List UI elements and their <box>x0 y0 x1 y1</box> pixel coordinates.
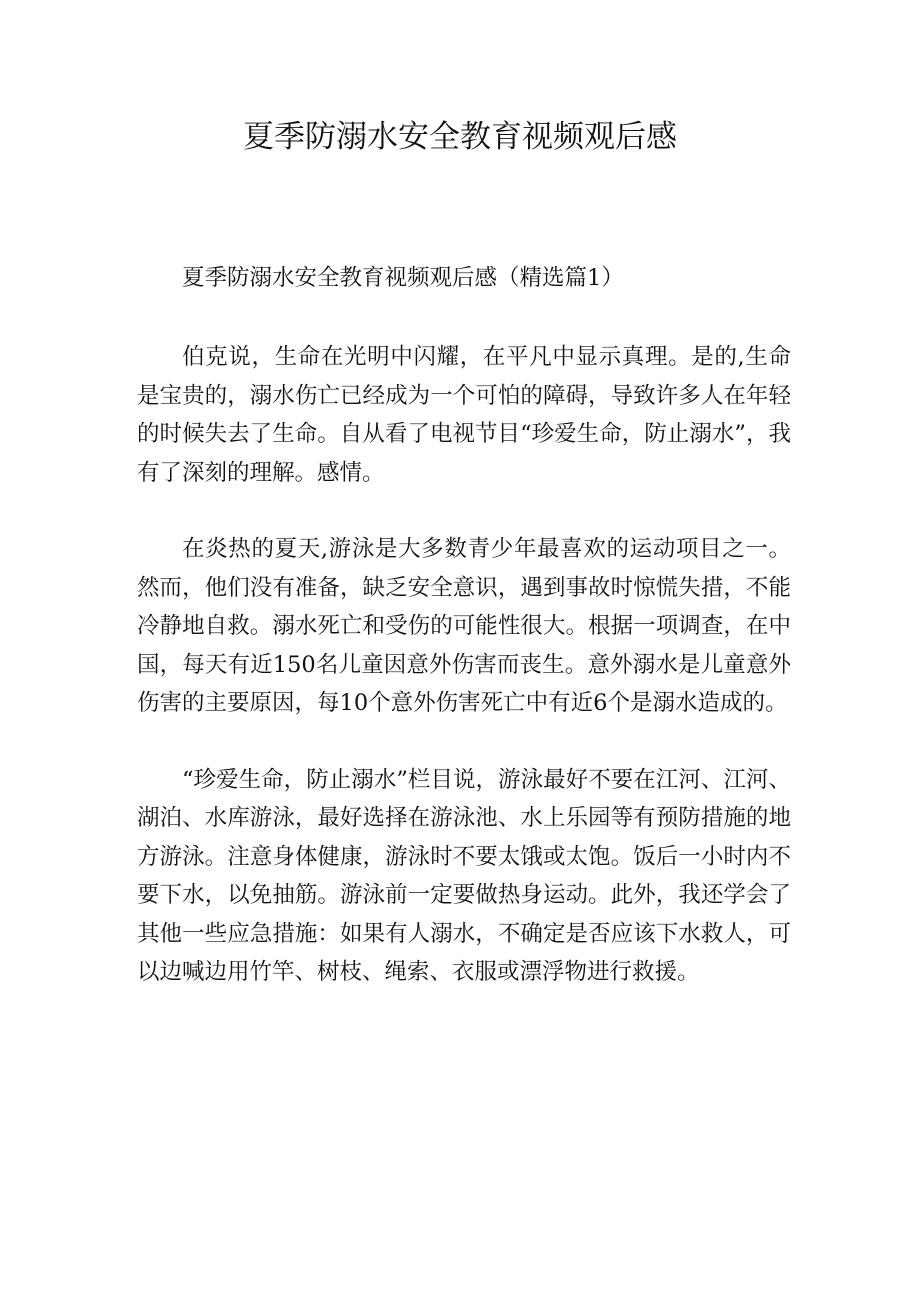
document-title: 夏季防溺水安全教育视频观后感 <box>243 119 677 155</box>
document-body <box>137 258 791 992</box>
section-subtitle: 夏季防溺水安全教育视频观后感（精选篇1） <box>182 265 624 291</box>
paragraph-1: 伯克说，生命在光明中闪耀，在平凡中显示真理。是的,生命是宝贵的，溺水伤亡已经成为一个可怕的障碍，导致许多人在年轻的时候失去了生命。自从看了电视节目“珍爱生命，防止溺水”，我有了深刻的理解。感情。 <box>137 344 791 486</box>
paragraph-2: 在炎热的夏天,游泳是大多数青少年最喜欢的运动项目之一。然而，他们没有准备，缺乏安全意识，遇到事故时惊慌失措，不能冷静地自救。溺水死亡和受伤的可能性很大。根据一项调查，在中国，每天有近150名儿童因意外伤害而丧生。意外溺水是儿童意外伤害的主要原因，每10个意外伤害死亡中有近6个是溺水造成的。 <box>137 536 791 716</box>
paragraph-3: “珍爱生命，防止溺水”栏目说，游泳最好不要在江河、江河、湖泊、水库游泳，最好选择在游泳池、水上乐园等有预防措施的地方游泳。注意身体健康，游泳时不要太饿或太饱。饭后一小时内不要下水，以免抽筋。游泳前一定要做热身运动。此外，我还学会了其他一些应急措施：如果有人溺水，不确定是否应该下水救人，可以边喊边用竹竿、树枝、绳索、衣服或漂浮物进行救援。 <box>137 766 791 985</box>
